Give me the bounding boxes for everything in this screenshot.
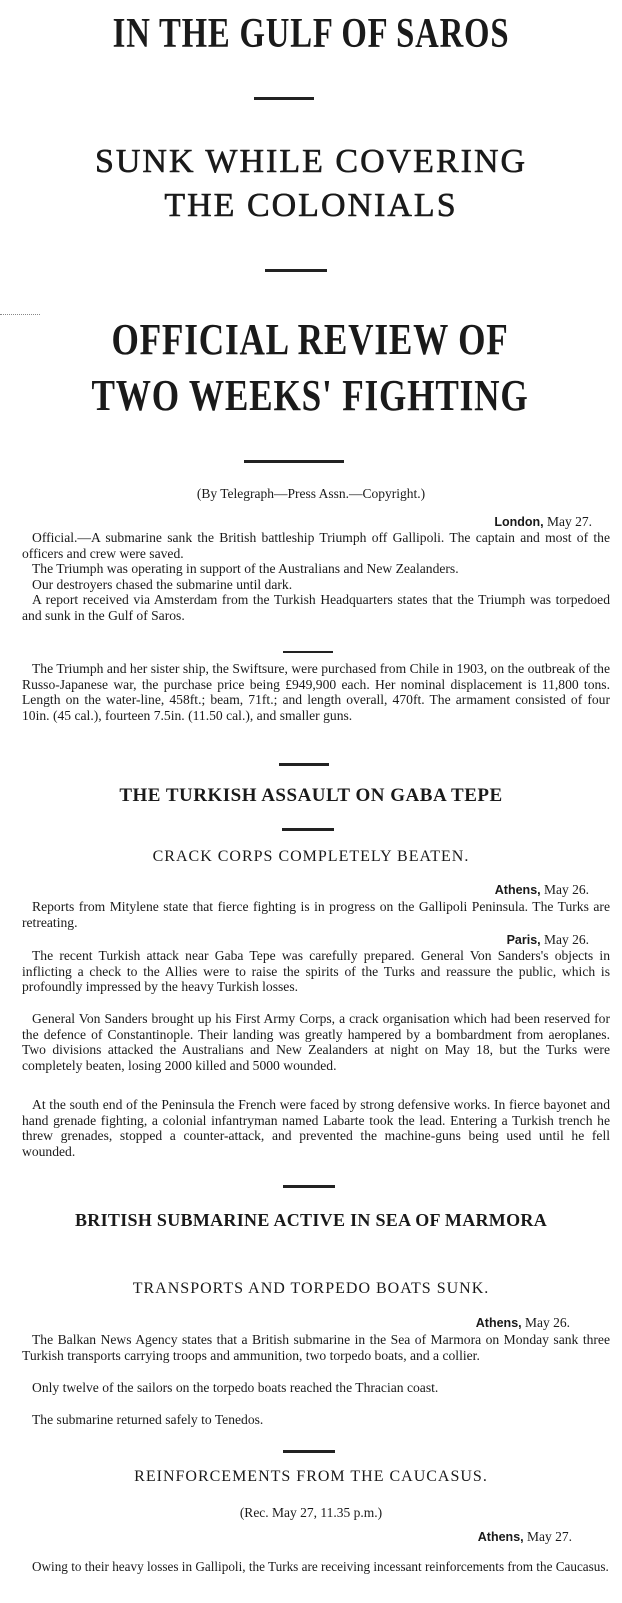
rule-5 xyxy=(279,763,329,766)
para-amsterdam-report: A report received via Amsterdam from the Turkish Headquarters states that the Triumph was torpedoed and sunk in the Gulf of Saros. xyxy=(22,592,610,623)
subhead-crack-corps: CRACK CORPS COMPLETELY BEATEN. xyxy=(152,848,470,865)
dateline-athens-2: Athens, May 26. xyxy=(475,1315,570,1330)
headline-official-review: OFFICIAL REVIEW OF TWO WEEKS' FIGHTING xyxy=(91,315,529,420)
para-french-labarte: At the south end of the Peninsula the French were faced by strong defensive works. In fierce bayonet and hand grenade fighting, a colonial infantryman named Labarte took the lead. Entering a Turkish trench he threw grenades, stopped a counter-attack, and prevented the machine-guns being used until he fell wounded. xyxy=(22,1097,610,1159)
rule-8 xyxy=(283,1450,335,1453)
rule-4 xyxy=(283,651,333,653)
section1-paragraphs xyxy=(22,530,610,624)
dateline-london: London, May 27. xyxy=(494,514,592,529)
rule-6 xyxy=(282,828,334,831)
dateline-athens-1: Athens, May 26. xyxy=(494,882,589,897)
byline: (By Telegraph—Press Assn.—Copyright.) xyxy=(196,486,426,501)
para-destroyers: Our destroyers chased the submarine until dark. xyxy=(32,576,293,592)
dateline-athens-3: Athens, May 27. xyxy=(477,1529,572,1544)
rule-1 xyxy=(254,97,314,100)
dateline-paris: Paris, May 26. xyxy=(506,932,589,947)
para-gaba-tepe-attack: The recent Turkish attack near Gaba Tepe was carefully prepared. General Von Sanders's objects in inflicting a check to the Allies were to raise the spirits of the Turks and reassure the public, which is profoundly impressed by the heavy Turkish losses. xyxy=(22,948,610,995)
para-owing-to-losses: Owing to their heavy losses in Gallipoli, the Turks are receiving incessant reinforcements from the Caucasus. xyxy=(32,1559,609,1574)
para-mitylene: Reports from Mitylene state that fierce fighting is in progress on the Gallipoli Peninsula. The Turks are retreating. xyxy=(22,899,610,930)
para-official: Official.—A submarine sank the British battleship Triumph off Gallipoli. The captain and most of the officers and crew were saved. xyxy=(22,530,610,561)
received-time: (Rec. May 27, 11.35 p.m.) xyxy=(239,1505,383,1520)
head-reinforcements: REINFORCEMENTS FROM THE CAUCASUS. xyxy=(134,1468,488,1485)
rule-3 xyxy=(244,460,344,463)
para-balkan-news: The Balkan News Agency states that a British submarine in the Sea of Marmora on Monday sank three Turkish transports carrying troops and ammunition, two torpedo boats, and a collier. xyxy=(22,1332,610,1363)
para-triumph-operating: The Triumph was operating in support of the Australians and New Zealanders. xyxy=(32,561,459,577)
headline-sunk-while-covering: SUNK WHILE COVERING THE COLONIALS xyxy=(94,143,528,224)
rule-2 xyxy=(265,269,327,272)
para-twelve-sailors: Only twelve of the sailors on the torpedo boats reached the Thracian coast. xyxy=(32,1380,439,1395)
rule-7 xyxy=(283,1185,335,1188)
para-triumph-detail: The Triumph and her sister ship, the Swiftsure, were purchased from Chile in 1903, on the outbreak of the Russo-Japanese war, the purchase price being £949,900 each. Her nominal displacement is 11,800 tons. Length on the water-line, 458ft.; beam, 71ft.; and length overall, 470ft. The armament consisted of four 10in. (45 cal.), fourteen 7.5in. (11.50 cal.), and smaller guns. xyxy=(22,661,610,723)
headline-gulf-of-saros: IN THE GULF OF SAROS xyxy=(112,11,510,57)
margin-dots xyxy=(0,314,40,315)
head-turkish-assault: THE TURKISH ASSAULT ON GABA TEPE xyxy=(119,785,503,806)
head-british-submarine: BRITISH SUBMARINE ACTIVE IN SEA OF MARMORA xyxy=(75,1210,547,1230)
para-returned-tenedos: The submarine returned safely to Tenedos. xyxy=(32,1412,264,1427)
subhead-transports-sunk: TRANSPORTS AND TORPEDO BOATS SUNK. xyxy=(132,1280,490,1297)
para-first-army-corps: General Von Sanders brought up his First Army Corps, a crack organisation which had been reserved for the defence of Constantinople. Their landing was greatly hampered by a bombardment from aeroplanes. Two divisions attacked the Australians and New Zealanders at night on May 18, but the Turks were completely beaten, losing 2000 killed and 5000 wounded. xyxy=(22,1011,610,1073)
